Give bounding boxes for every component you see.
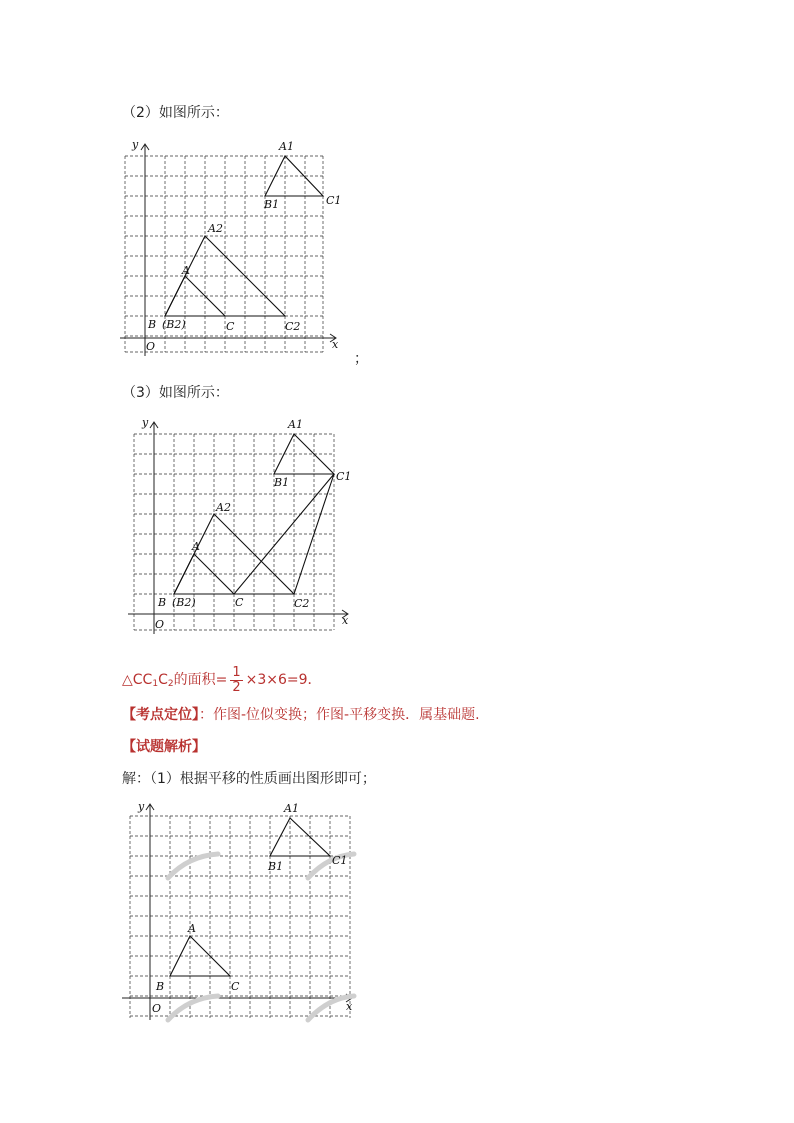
solution-text: 解：（1）根据平移的性质画出图形即可； (122, 771, 376, 787)
y-axis-label: y (142, 416, 149, 429)
fraction-denominator: 2 (232, 679, 241, 695)
label-b: B (148, 318, 157, 331)
label-b: B (156, 980, 165, 993)
area-formula (122, 664, 322, 696)
label-b: B (158, 596, 167, 609)
y-axis-label: y (138, 800, 145, 813)
watermark-stroke (168, 996, 218, 1020)
label-c1: C1 (332, 854, 348, 867)
kaodian-text: ：作图-位似变换；作图-平移变换．属基础题. (199, 707, 480, 723)
area-sub2: 2 (167, 679, 174, 689)
label-b2: (B2) (172, 596, 196, 609)
origin-label: O (152, 1002, 162, 1015)
label-a1: A1 (288, 418, 303, 431)
label-c2: C2 (294, 597, 310, 610)
origin-label: O (155, 618, 165, 631)
area-fraction (230, 666, 242, 695)
label-a: A (192, 540, 200, 553)
kaodian-label: 【考点定位】 (122, 707, 199, 723)
label-c: C (226, 320, 235, 333)
figure-part1 (118, 796, 358, 1024)
fraction-numerator: 1 (232, 664, 241, 680)
x-axis-label: x (346, 1000, 353, 1013)
origin-label: O (146, 340, 156, 353)
label-c1: C1 (336, 470, 352, 483)
watermark-stroke (168, 854, 218, 878)
triangle-a1b1c1 (270, 818, 330, 856)
part3-label: （3）如图所示： (122, 385, 229, 401)
label-c2: C2 (285, 320, 301, 333)
label-c: C (231, 980, 240, 993)
label-a: A (182, 264, 190, 277)
label-a1: A1 (284, 802, 299, 815)
triangles (165, 156, 323, 316)
triangle-a1b1c1 (265, 156, 323, 196)
label-a2: A2 (208, 222, 223, 235)
area-eq: 的面积= (173, 672, 228, 688)
area-suffix: ×3×6=9． (245, 672, 322, 688)
kaodian-line (122, 706, 480, 724)
x-axis-label: x (342, 614, 349, 627)
area-sub1: 1 (152, 679, 159, 689)
label-a: A (188, 922, 196, 935)
figure-part3 (124, 414, 364, 642)
part2-trailing-semicolon: ； (354, 351, 368, 367)
label-b1: B1 (264, 198, 280, 211)
label-a1: A1 (279, 140, 294, 153)
label-b2: (B2) (162, 318, 186, 331)
label-b1: B1 (274, 476, 290, 489)
x-axis-label: x (332, 338, 339, 351)
label-a2: A2 (216, 501, 231, 514)
y-axis-label: y (132, 138, 139, 151)
part2-label: （2）如图所示： (122, 105, 229, 121)
watermark (168, 854, 354, 1020)
jiexi-label: 【试题解析】 (122, 739, 206, 755)
label-c1: C1 (326, 194, 342, 207)
figure-part2 (118, 136, 358, 366)
area-prefix: △CC (122, 672, 153, 688)
label-b1: B1 (268, 860, 284, 873)
area-mid: C (158, 672, 168, 688)
label-c: C (235, 596, 244, 609)
